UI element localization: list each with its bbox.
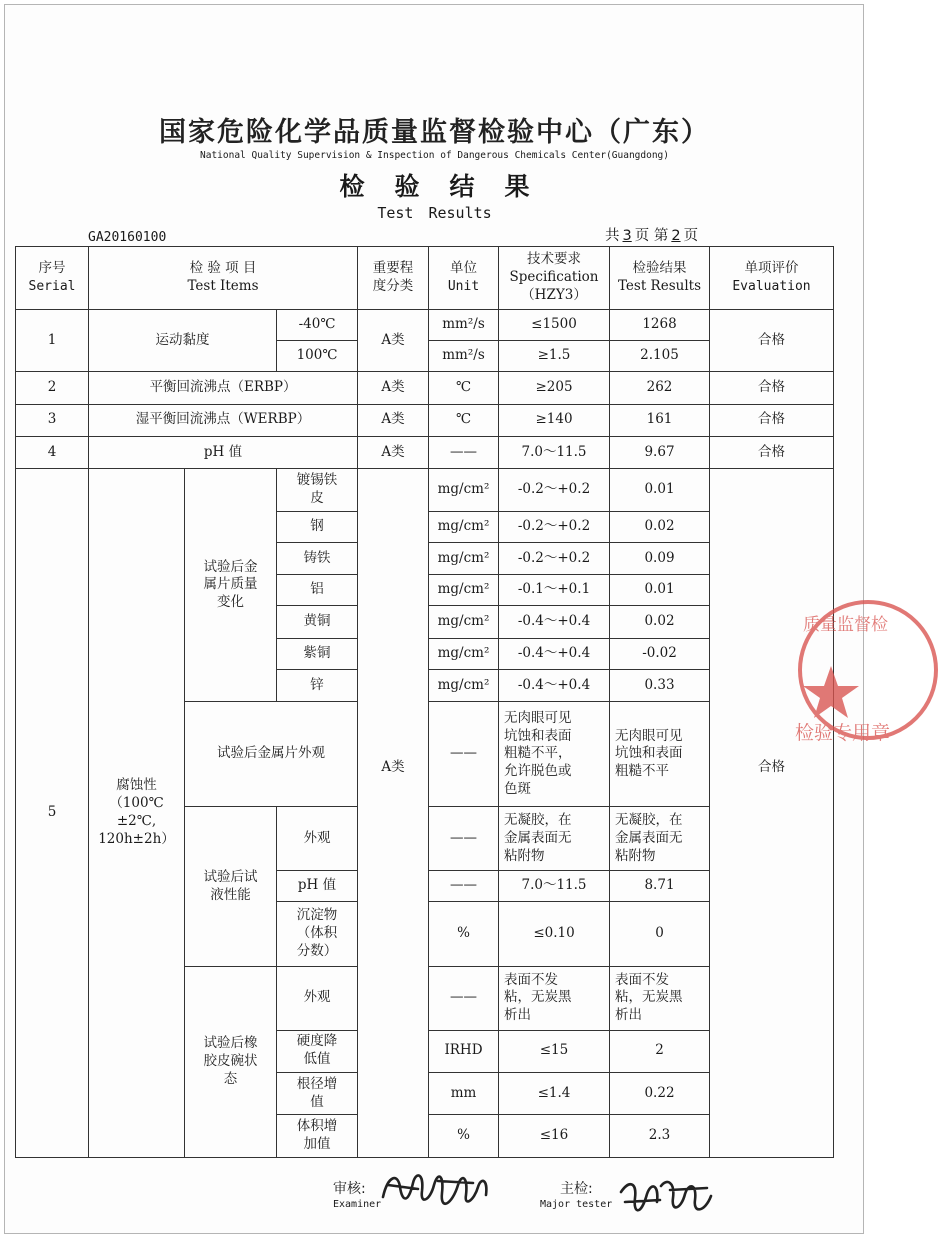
unit-cell: % <box>429 902 499 967</box>
spec-cell: -0.1～+0.1 <box>499 575 610 606</box>
examiner-label-en: Examiner <box>333 1199 382 1210</box>
item-cell: 腐蚀性 （100℃ ±2℃, 120h±2h） <box>89 469 185 1158</box>
unit-cell: —— <box>429 871 499 902</box>
serial-cell: 2 <box>16 372 89 404</box>
result-cell: 无肉眼可见 坑蚀和表面 粗糙不平 <box>610 702 710 807</box>
unit-cell: mg/cm² <box>429 511 499 542</box>
spec-cell: -0.2～+0.2 <box>499 511 610 542</box>
importance-header: 重要程 度分类 <box>358 247 429 310</box>
class-cell: A类 <box>358 309 429 372</box>
unit-cell: —— <box>429 966 499 1030</box>
sub-item-cell: 硬度降 低值 <box>277 1030 358 1072</box>
examiner-label: 审核: <box>333 1181 366 1197</box>
examiner-signature <box>378 1165 503 1215</box>
result-cell: -0.02 <box>610 638 710 669</box>
sub-item-cell: pH 值 <box>277 871 358 902</box>
rubber-group-cell: 试验后橡 胶皮碗状 态 <box>185 966 277 1157</box>
result-cell: 0.02 <box>610 606 710 638</box>
serial-cell: 3 <box>16 404 89 436</box>
unit-cell: mg/cm² <box>429 575 499 606</box>
table-row <box>16 436 834 468</box>
eval-cell: 合格 <box>710 309 834 372</box>
metal-name-cell: 铸铁 <box>277 542 358 574</box>
eval-cell: 合格 <box>710 372 834 404</box>
results-table <box>15 246 834 1158</box>
major-tester-label: 主检: <box>560 1181 593 1197</box>
unit-cell: ℃ <box>429 404 499 436</box>
table-row <box>16 309 834 340</box>
results-title-en: Test Results <box>377 204 492 222</box>
unit-cell: —— <box>429 702 499 807</box>
appearance-label-cell: 试验后金属片外观 <box>185 702 358 807</box>
spec-cell: ≤16 <box>499 1115 610 1158</box>
unit-cell: mg/cm² <box>429 469 499 511</box>
official-seal <box>793 582 943 757</box>
major-tester-signature <box>615 1172 725 1220</box>
center-title-cn: 国家危险化学品质量监督检验中心（广东） <box>159 117 710 148</box>
page-prefix: 共 <box>605 228 620 244</box>
spec-cell: ≤1.4 <box>499 1072 610 1114</box>
result-cell: 0.22 <box>610 1072 710 1114</box>
spec-cell: 表面不发 粘，无炭黑 析出 <box>499 966 610 1030</box>
eval-cell: 合格 <box>710 469 834 1158</box>
result-cell: 0.33 <box>610 670 710 702</box>
seal-mid-text: 检验专用章 <box>795 722 891 744</box>
major-tester-label-en: Major tester <box>540 1199 613 1210</box>
metal-name-cell: 镀锡铁 皮 <box>277 469 358 511</box>
serial-cell: 4 <box>16 436 89 468</box>
metal-name-cell: 紫铜 <box>277 638 358 669</box>
sub-item-cell: 外观 <box>277 966 358 1030</box>
spec-cell: 7.0～11.5 <box>499 436 610 468</box>
spec-cell: -0.4～+0.4 <box>499 638 610 669</box>
spec-header: 技术要求 Specification （HZY3） <box>499 247 610 310</box>
unit-header: 单位 Unit <box>429 247 499 310</box>
spec-cell: -0.4～+0.4 <box>499 606 610 638</box>
unit-cell: mg/cm² <box>429 606 499 638</box>
page-mid: 页 第 <box>634 228 669 244</box>
unit-cell: IRHD <box>429 1030 499 1072</box>
fluid-group-cell: 试验后试 液性能 <box>185 807 277 967</box>
result-cell: 0.02 <box>610 511 710 542</box>
result-cell: 0.01 <box>610 469 710 511</box>
item-cell: 湿平衡回流沸点（WERBP） <box>89 404 358 436</box>
metal-name-cell: 钢 <box>277 511 358 542</box>
page-total: 3 <box>622 228 632 244</box>
spec-cell: -0.4～+0.4 <box>499 670 610 702</box>
table-row <box>16 372 834 404</box>
table-row <box>16 469 834 511</box>
center-title-en: National Quality Supervision & Inspection of Dangerous Chemicals Center(Guangdong) <box>200 150 669 161</box>
sub-item-cell: 体积增 加值 <box>277 1115 358 1158</box>
unit-cell: % <box>429 1115 499 1158</box>
spec-cell: 无凝胶，在 金属表面无 粘附物 <box>499 807 610 871</box>
item-cell: 平衡回流沸点（ERBP） <box>89 372 358 404</box>
spec-cell: 7.0～11.5 <box>499 871 610 902</box>
page-suffix: 页 <box>683 228 699 244</box>
result-cell: 1268 <box>610 309 710 340</box>
result-cell: 0 <box>610 902 710 967</box>
item-cell: 运动黏度 <box>89 309 277 372</box>
unit-cell: mm²/s <box>429 340 499 371</box>
sub-item-cell: 沉淀物 （体积 分数） <box>277 902 358 967</box>
item-cell: pH 值 <box>89 436 358 468</box>
class-cell: A类 <box>358 404 429 436</box>
result-cell: 2.3 <box>610 1115 710 1158</box>
table-row <box>16 404 834 436</box>
class-cell: A类 <box>358 469 429 1158</box>
spec-cell: ≥205 <box>499 372 610 404</box>
unit-cell: —— <box>429 436 499 468</box>
metal-name-cell: 锌 <box>277 670 358 702</box>
result-cell: 0.01 <box>610 575 710 606</box>
result-cell: 2 <box>610 1030 710 1072</box>
sub-item-cell: 100℃ <box>277 340 358 371</box>
page-indicator <box>605 224 698 245</box>
results-title-cn: 检验结果 <box>339 172 560 201</box>
result-cell: 无凝胶，在 金属表面无 粘附物 <box>610 807 710 871</box>
unit-cell: ℃ <box>429 372 499 404</box>
spec-cell: ≤0.10 <box>499 902 610 967</box>
result-cell: 0.09 <box>610 542 710 574</box>
eval-cell: 合格 <box>710 436 834 468</box>
unit-cell: mg/cm² <box>429 542 499 574</box>
eval-header: 单项评价 Evaluation <box>710 247 834 310</box>
result-cell: 262 <box>610 372 710 404</box>
unit-cell: mm²/s <box>429 309 499 340</box>
spec-cell: ≤15 <box>499 1030 610 1072</box>
unit-cell: mm <box>429 1072 499 1114</box>
report-code: GA20160100 <box>88 230 167 245</box>
class-cell: A类 <box>358 436 429 468</box>
result-cell: 表面不发 粘，无炭黑 析出 <box>610 966 710 1030</box>
spec-cell: -0.2～+0.2 <box>499 542 610 574</box>
spec-cell: ≥1.5 <box>499 340 610 371</box>
spec-cell: 无肉眼可见 坑蚀和表面 粗糙不平， 允许脱色或 色斑 <box>499 702 610 807</box>
spec-cell: ≤1500 <box>499 309 610 340</box>
result-cell: 161 <box>610 404 710 436</box>
metal-name-cell: 铝 <box>277 575 358 606</box>
result-header: 检验结果 Test Results <box>610 247 710 310</box>
result-cell: 9.67 <box>610 436 710 468</box>
seal-top-text: 质量监督检 <box>803 615 888 635</box>
sub-item-cell: 根径增 值 <box>277 1072 358 1114</box>
page-current: 2 <box>671 228 681 244</box>
header-row <box>16 247 834 310</box>
sub-item-cell: 外观 <box>277 807 358 871</box>
spec-cell: ≥140 <box>499 404 610 436</box>
unit-cell: —— <box>429 807 499 871</box>
result-cell: 8.71 <box>610 871 710 902</box>
serial-cell: 1 <box>16 309 89 372</box>
eval-cell: 合格 <box>710 404 834 436</box>
sub-item-cell: -40℃ <box>277 309 358 340</box>
class-cell: A类 <box>358 372 429 404</box>
result-cell: 2.105 <box>610 340 710 371</box>
items-header: 检 验 项 目 Test Items <box>89 247 358 310</box>
unit-cell: mg/cm² <box>429 670 499 702</box>
serial-header: 序号 Serial <box>16 247 89 310</box>
serial-cell: 5 <box>16 469 89 1158</box>
metal-group-cell: 试验后金 属片质量 变化 <box>185 469 277 702</box>
metal-name-cell: 黄铜 <box>277 606 358 638</box>
spec-cell: -0.2～+0.2 <box>499 469 610 511</box>
unit-cell: mg/cm² <box>429 638 499 669</box>
